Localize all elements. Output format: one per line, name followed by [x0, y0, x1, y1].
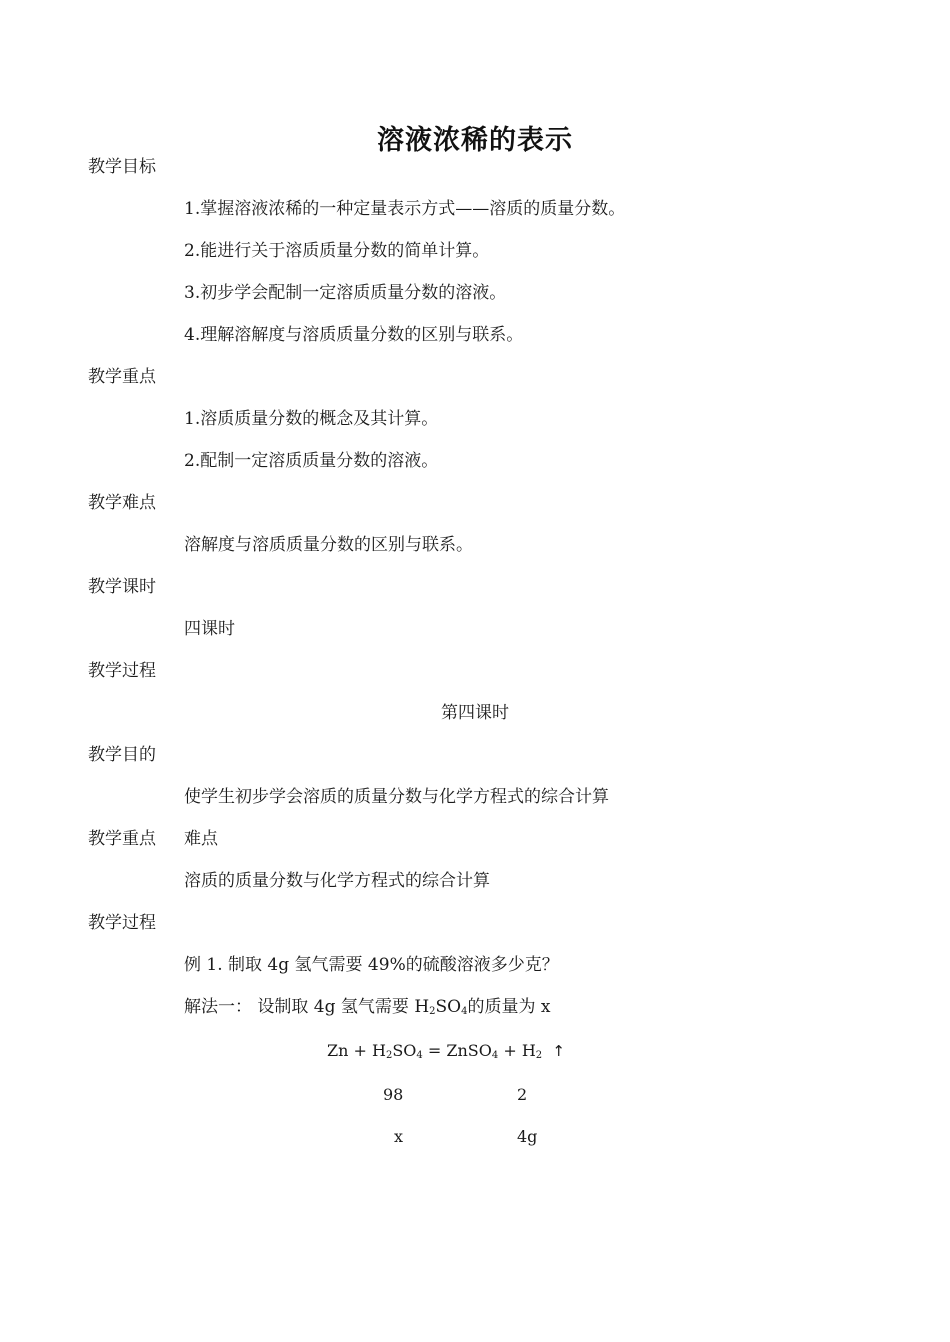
- eq-zn: Zn + H: [327, 1041, 386, 1060]
- eq-equals-znso: = ZnSO: [422, 1041, 492, 1060]
- method-prefix: 解法一： 设制取 4g 氢气需要 H: [184, 997, 430, 1017]
- chemical-equation: [327, 1039, 565, 1063]
- hours-text: 四课时: [184, 619, 235, 639]
- method-sub-4: 4: [461, 1006, 468, 1017]
- ratio-row-1-right: 2: [517, 1085, 528, 1104]
- process-heading: 教学过程: [88, 661, 156, 681]
- eq-sub-h2-gas: 2: [535, 1050, 543, 1061]
- method-sub-2: 2: [429, 1006, 436, 1017]
- goal-item-4: 4.理解溶解度与溶质质量分数的区别与联系。: [184, 325, 524, 345]
- difficulty-text: 溶解度与溶质质量分数的区别与联系。: [184, 535, 473, 555]
- hours-heading: 教学课时: [88, 577, 156, 597]
- lesson-focus-text: 溶质的质量分数与化学方程式的综合计算: [184, 871, 490, 891]
- lesson-process-heading: 教学过程: [88, 913, 156, 933]
- eq-sub-4: 4: [416, 1050, 423, 1061]
- eq-so: SO: [392, 1041, 417, 1060]
- method-so: SO: [435, 997, 462, 1017]
- aim-heading: 教学目的: [88, 745, 156, 765]
- gas-arrow-icon: ↑: [552, 1042, 565, 1060]
- focus-heading: 教学重点: [88, 367, 156, 387]
- goal-item-2: 2.能进行关于溶质质量分数的简单计算。: [184, 241, 490, 261]
- focus-item-1: 1.溶质质量分数的概念及其计算。: [184, 409, 439, 429]
- eq-plus-h: + H: [498, 1041, 536, 1060]
- eq-sub-znso4: 4: [491, 1050, 499, 1061]
- example-question: 例 1. 制取 4g 氢气需要 49%的硫酸溶液多少克？: [184, 955, 559, 975]
- goals-heading: 教学目标: [88, 157, 156, 177]
- eq-sub-h2: 2: [385, 1050, 393, 1061]
- method-suffix: 的质量为 x: [467, 997, 551, 1017]
- ratio-row-2-right: 4g: [517, 1127, 538, 1146]
- page-title: 溶液浓稀的表示: [377, 125, 573, 156]
- lesson-title: 第四课时: [441, 703, 509, 723]
- solution-method-line: [184, 995, 550, 1019]
- lesson-focus-heading: 教学重点: [88, 829, 156, 849]
- lesson-focus-tag: 难点: [184, 829, 218, 849]
- ratio-row-1-left: 98: [383, 1085, 404, 1104]
- ratio-row-2-left: x: [394, 1127, 404, 1146]
- focus-item-2: 2.配制一定溶质质量分数的溶液。: [184, 451, 439, 471]
- difficulty-heading: 教学难点: [88, 493, 156, 513]
- goal-item-3: 3.初步学会配制一定溶质质量分数的溶液。: [184, 283, 507, 303]
- aim-text: 使学生初步学会溶质的质量分数与化学方程式的综合计算: [184, 787, 609, 807]
- goal-item-1: 1.掌握溶液浓稀的一种定量表示方式——溶质的质量分数。: [184, 199, 626, 219]
